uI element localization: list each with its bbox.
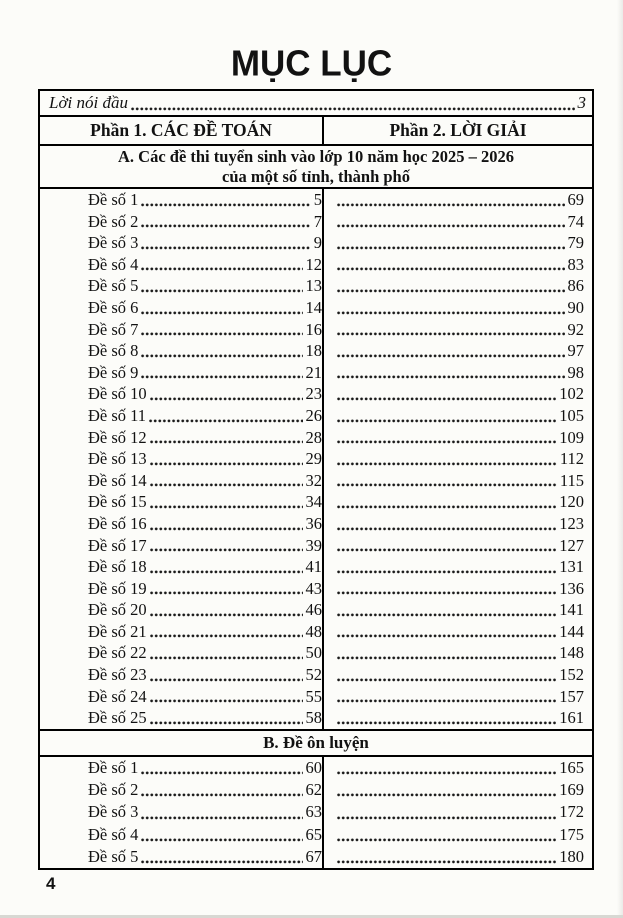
solution-page-number: 105 — [559, 405, 584, 425]
dot-leader — [141, 375, 302, 379]
dot-leader — [337, 203, 565, 207]
toc-problem-cell — [40, 491, 324, 513]
toc-solution-cell — [324, 535, 592, 557]
toc-row — [40, 779, 592, 801]
solution-page-number: 180 — [559, 847, 584, 867]
toc-solution-cell — [324, 757, 592, 779]
dot-leader — [150, 527, 303, 531]
toc-solution-cell — [324, 448, 592, 470]
dot-leader — [141, 246, 310, 250]
problem-page-number: 9 — [313, 233, 322, 253]
toc-problem-cell — [40, 254, 324, 276]
solution-page-number: 115 — [559, 470, 584, 490]
toc-solution-cell — [324, 427, 592, 449]
toc-problem-cell — [40, 319, 324, 341]
toc-solution-cell — [324, 491, 592, 513]
dot-leader — [337, 613, 556, 617]
toc-entry-label: Đề số 4 — [88, 254, 139, 274]
solution-page-number: 102 — [559, 384, 584, 404]
solution-page-number: 152 — [559, 665, 584, 685]
solution-page-number: 127 — [559, 535, 584, 555]
dot-leader — [150, 483, 303, 487]
dot-leader — [131, 107, 575, 111]
toc-row — [40, 664, 592, 686]
toc-table — [38, 89, 594, 870]
solution-page-number: 165 — [559, 757, 584, 777]
toc-solution-cell — [324, 621, 592, 643]
section-a-title-line1: A. Các đề thi tuyển sinh vào lớp 10 năm học 2025 – 2026 — [117, 147, 514, 166]
toc-row — [40, 232, 592, 254]
toc-row — [40, 801, 592, 823]
solution-page-number: 98 — [567, 362, 584, 382]
solution-page-number: 131 — [559, 557, 584, 577]
toc-entry-label: Đề số 12 — [88, 427, 147, 447]
toc-solution-cell — [324, 686, 592, 708]
toc-solution-cell — [324, 779, 592, 801]
toc-row — [40, 686, 592, 708]
problem-page-number: 65 — [305, 824, 322, 844]
book-page-number: 4 — [46, 874, 56, 893]
solution-page-number: 120 — [559, 492, 584, 512]
toc-entry-label: Đề số 15 — [88, 492, 147, 512]
dot-leader — [141, 816, 302, 820]
toc-solution-cell — [324, 578, 592, 600]
dot-leader — [141, 354, 302, 358]
dot-leader — [150, 397, 303, 401]
toc-problem-cell — [40, 275, 324, 297]
solution-page-number: 74 — [567, 211, 584, 231]
dot-leader — [141, 203, 310, 207]
toc-solution-cell — [324, 707, 592, 729]
problem-page-number: 26 — [305, 405, 322, 425]
page-title: MỤC LỤC — [230, 43, 393, 84]
solution-page-number: 109 — [559, 427, 584, 447]
dot-leader — [150, 570, 303, 574]
dot-leader — [150, 440, 303, 444]
toc-entry-label: Đề số 3 — [88, 802, 139, 822]
toc-entry-label: Đề số 24 — [88, 686, 147, 706]
toc-entry-label: Đề số 17 — [88, 535, 147, 555]
toc-solution-cell — [324, 189, 592, 211]
toc-entry-label: Đề số 22 — [88, 643, 147, 663]
toc-entry-label: Đề số 21 — [88, 621, 147, 641]
dot-leader — [337, 440, 556, 444]
toc-solution-cell — [324, 599, 592, 621]
dot-leader — [141, 267, 302, 271]
toc-entry-label: Đề số 5 — [88, 276, 139, 296]
dot-leader — [337, 289, 565, 293]
toc-row — [40, 578, 592, 600]
toc-row — [40, 513, 592, 535]
dot-leader — [337, 332, 565, 336]
dot-leader — [150, 505, 303, 509]
toc-entry-label: Đề số 4 — [88, 824, 139, 844]
toc-row — [40, 319, 592, 341]
solution-page-number: 83 — [567, 254, 584, 274]
toc-problem-cell — [40, 427, 324, 449]
toc-solution-cell — [324, 319, 592, 341]
table-header-row — [40, 117, 592, 146]
problem-page-number: 7 — [313, 211, 322, 231]
problem-page-number: 63 — [305, 802, 322, 822]
problem-page-number: 46 — [305, 600, 322, 620]
toc-problem-cell — [40, 535, 324, 557]
toc-row — [40, 448, 592, 470]
dot-leader — [150, 462, 303, 466]
toc-problem-cell — [40, 513, 324, 535]
solution-page-number: 86 — [567, 276, 584, 296]
preface-row — [40, 91, 592, 117]
toc-problem-cell — [40, 211, 324, 233]
problem-page-number: 29 — [305, 449, 322, 469]
toc-row — [40, 642, 592, 664]
toc-solution-cell — [324, 801, 592, 823]
toc-entry-label: Đề số 6 — [88, 297, 139, 317]
problem-page-number: 55 — [305, 686, 322, 706]
dot-leader — [337, 375, 565, 379]
dot-leader — [150, 634, 303, 638]
toc-solution-cell — [324, 340, 592, 362]
solution-page-number: 148 — [559, 643, 584, 663]
toc-entry-label: Đề số 23 — [88, 665, 147, 685]
dot-leader — [337, 397, 556, 401]
toc-row — [40, 824, 592, 846]
problem-page-number: 12 — [305, 254, 322, 274]
toc-row — [40, 470, 592, 492]
solution-page-number: 161 — [559, 708, 584, 728]
section-a-header — [40, 146, 592, 189]
solution-page-number: 79 — [567, 233, 584, 253]
problem-page-number: 67 — [305, 847, 322, 867]
dot-leader — [337, 483, 557, 487]
problem-page-number: 18 — [305, 341, 322, 361]
toc-entry-label: Đề số 1 — [88, 190, 139, 209]
dot-leader — [337, 224, 565, 228]
dot-leader — [337, 816, 556, 820]
column-header-solutions: Phần 2. LỜI GIẢI — [389, 120, 527, 140]
toc-problem-cell — [40, 232, 324, 254]
dot-leader — [141, 332, 302, 336]
toc-solution-cell — [324, 362, 592, 384]
toc-solution-cell — [324, 824, 592, 846]
dot-leader — [337, 634, 556, 638]
solution-page-number: 172 — [559, 802, 584, 822]
toc-solution-cell — [324, 254, 592, 276]
toc-problem-cell — [40, 383, 324, 405]
dot-leader — [141, 311, 302, 315]
dot-leader — [337, 548, 556, 552]
problem-page-number: 39 — [305, 535, 322, 555]
toc-row — [40, 707, 592, 729]
dot-leader — [150, 721, 303, 725]
toc-row — [40, 599, 592, 621]
toc-row — [40, 427, 592, 449]
scan-edge-shadow — [617, 0, 623, 918]
toc-solution-cell — [324, 642, 592, 664]
dot-leader — [141, 860, 302, 864]
toc-entry-label: Đề số 18 — [88, 557, 147, 577]
problem-page-number: 34 — [305, 492, 322, 512]
toc-entry-label: Đề số 25 — [88, 708, 147, 728]
dot-leader — [337, 311, 565, 315]
problem-page-number: 21 — [305, 362, 322, 382]
problem-page-number: 52 — [305, 665, 322, 685]
dot-leader — [141, 793, 302, 797]
toc-solution-cell — [324, 664, 592, 686]
solution-page-number: 136 — [559, 578, 584, 598]
dot-leader — [150, 656, 303, 660]
toc-entry-label: Đề số 2 — [88, 211, 139, 231]
preface-label: Lời nói đầu — [49, 93, 128, 112]
toc-entry-label: Đề số 3 — [88, 233, 139, 253]
dot-leader — [337, 505, 556, 509]
dot-leader — [337, 246, 565, 250]
toc-entry-label: Đề số 16 — [88, 513, 147, 533]
dot-leader — [150, 613, 303, 617]
toc-solution-cell — [324, 383, 592, 405]
problem-page-number: 5 — [313, 190, 322, 209]
toc-row — [40, 383, 592, 405]
dot-leader — [337, 699, 556, 703]
dot-leader — [150, 548, 303, 552]
toc-solution-cell — [324, 846, 592, 868]
dot-leader — [337, 591, 556, 595]
toc-row — [40, 297, 592, 319]
toc-problem-cell — [40, 340, 324, 362]
toc-problem-cell — [40, 448, 324, 470]
problem-page-number: 62 — [305, 780, 322, 800]
toc-entry-label: Đề số 8 — [88, 341, 139, 361]
toc-row — [40, 757, 592, 779]
section-b-rows — [40, 757, 592, 868]
toc-solution-cell — [324, 470, 592, 492]
toc-row — [40, 405, 592, 427]
toc-solution-cell — [324, 211, 592, 233]
problem-page-number: 13 — [305, 276, 322, 296]
toc-row — [40, 189, 592, 211]
toc-solution-cell — [324, 275, 592, 297]
toc-entry-label: Đề số 14 — [88, 470, 147, 490]
toc-problem-cell — [40, 362, 324, 384]
solution-page-number: 175 — [559, 824, 584, 844]
problem-page-number: 14 — [305, 297, 322, 317]
toc-problem-cell — [40, 297, 324, 319]
toc-entry-label: Đề số 9 — [88, 362, 139, 382]
toc-entry-label: Đề số 19 — [88, 578, 147, 598]
solution-page-number: 90 — [567, 297, 584, 317]
problem-page-number: 43 — [305, 578, 322, 598]
dot-leader — [337, 354, 565, 358]
toc-problem-cell — [40, 801, 324, 823]
section-a-rows — [40, 189, 592, 729]
toc-solution-cell — [324, 232, 592, 254]
toc-row — [40, 535, 592, 557]
toc-row — [40, 556, 592, 578]
dot-leader — [337, 838, 556, 842]
toc-entry-label: Đề số 1 — [88, 757, 139, 777]
solution-page-number: 92 — [567, 319, 584, 339]
toc-solution-cell — [324, 297, 592, 319]
dot-leader — [141, 771, 302, 775]
dot-leader — [150, 678, 303, 682]
dot-leader — [141, 289, 302, 293]
problem-page-number: 32 — [305, 470, 322, 490]
toc-entry-label: Đề số 5 — [88, 847, 139, 867]
dot-leader — [337, 527, 556, 531]
preface-page-number: 3 — [577, 93, 586, 112]
dot-leader — [337, 678, 556, 682]
toc-problem-cell — [40, 556, 324, 578]
toc-entry-label: Đề số 10 — [88, 384, 147, 404]
toc-row — [40, 254, 592, 276]
toc-solution-cell — [324, 556, 592, 578]
solution-page-number: 69 — [567, 190, 584, 209]
toc-row — [40, 846, 592, 868]
toc-entry-label: Đề số 2 — [88, 780, 139, 800]
solution-page-number: 97 — [567, 341, 584, 361]
problem-page-number: 50 — [305, 643, 322, 663]
dot-leader — [150, 699, 303, 703]
toc-problem-cell — [40, 578, 324, 600]
toc-row — [40, 275, 592, 297]
toc-problem-cell — [40, 189, 324, 211]
toc-entry-label: Đề số 20 — [88, 600, 147, 620]
dot-leader — [337, 419, 556, 423]
toc-row — [40, 211, 592, 233]
toc-solution-cell — [324, 405, 592, 427]
toc-entry-label: Đề số 7 — [88, 319, 139, 339]
solution-page-number: 112 — [559, 449, 584, 469]
toc-problem-cell — [40, 824, 324, 846]
dot-leader — [337, 793, 556, 797]
toc-row — [40, 621, 592, 643]
section-b-header: B. Đề ôn luyện — [40, 729, 592, 757]
problem-page-number: 23 — [305, 384, 322, 404]
problem-page-number: 16 — [305, 319, 322, 339]
solution-page-number: 144 — [559, 621, 584, 641]
toc-entry-label: Đề số 11 — [88, 405, 147, 425]
dot-leader — [337, 771, 556, 775]
dot-leader — [337, 656, 556, 660]
problem-page-number: 41 — [305, 557, 322, 577]
dot-leader — [141, 838, 302, 842]
dot-leader — [149, 419, 302, 423]
toc-row — [40, 491, 592, 513]
toc-problem-cell — [40, 599, 324, 621]
toc-entry-label: Đề số 13 — [88, 449, 147, 469]
toc-problem-cell — [40, 621, 324, 643]
column-header-problems: Phần 1. CÁC ĐỀ TOÁN — [40, 117, 324, 144]
toc-problem-cell — [40, 779, 324, 801]
toc-problem-cell — [40, 846, 324, 868]
dot-leader — [337, 462, 557, 466]
toc-row — [40, 362, 592, 384]
dot-leader — [337, 267, 565, 271]
section-a-title-line2: của một số tỉnh, thành phố — [222, 166, 410, 186]
solution-page-number: 141 — [559, 600, 584, 620]
toc-problem-cell — [40, 707, 324, 729]
problem-page-number: 36 — [305, 513, 322, 533]
dot-leader — [337, 860, 556, 864]
problem-page-number: 58 — [305, 708, 322, 728]
toc-solution-cell — [324, 513, 592, 535]
toc-problem-cell — [40, 757, 324, 779]
toc-problem-cell — [40, 405, 324, 427]
solution-page-number: 169 — [559, 780, 584, 800]
dot-leader — [337, 721, 556, 725]
dot-leader — [150, 591, 303, 595]
toc-row — [40, 340, 592, 362]
toc-problem-cell — [40, 664, 324, 686]
solution-page-number: 157 — [559, 686, 584, 706]
dot-leader — [141, 224, 310, 228]
solution-page-number: 123 — [559, 513, 584, 533]
toc-problem-cell — [40, 642, 324, 664]
problem-page-number: 60 — [305, 757, 322, 777]
toc-problem-cell — [40, 686, 324, 708]
problem-page-number: 28 — [305, 427, 322, 447]
dot-leader — [337, 570, 556, 574]
toc-problem-cell — [40, 470, 324, 492]
problem-page-number: 48 — [305, 621, 322, 641]
